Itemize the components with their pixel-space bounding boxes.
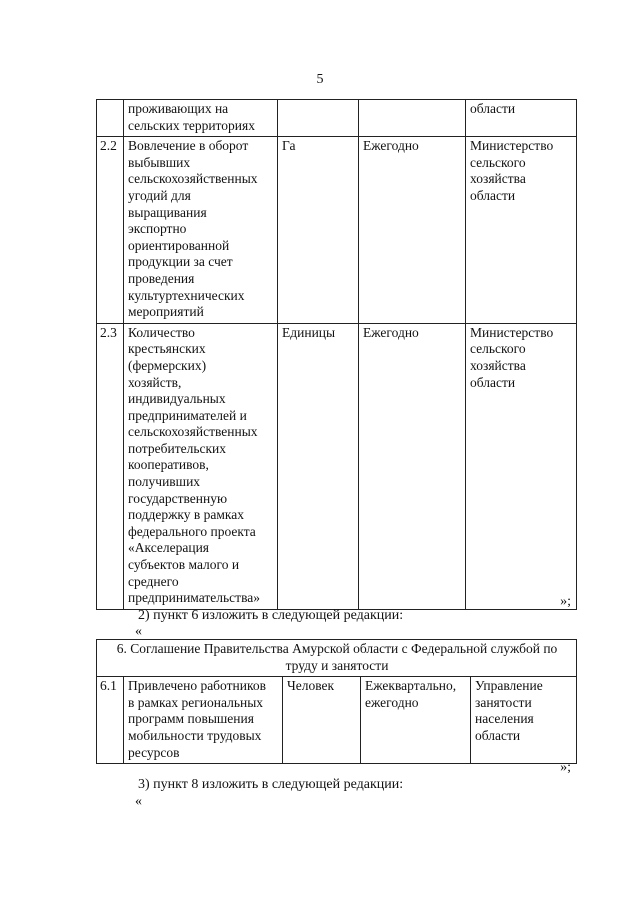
opening-quote: « xyxy=(135,794,142,809)
unit-cell: Га xyxy=(278,137,359,324)
table-row xyxy=(97,323,577,609)
indicator-name: Привлечено работников в рамках региональных программ повышения мобильности трудовых ресурсов xyxy=(124,677,283,764)
amendment-paragraph: 3) пункт 8 изложить в следующей редакции: xyxy=(138,777,404,792)
responsible-cell: области xyxy=(466,100,577,137)
period-cell xyxy=(359,100,466,137)
unit-cell: Человек xyxy=(283,677,361,764)
section-title-row xyxy=(97,640,577,677)
indicator-name: проживающих на сельских территориях xyxy=(124,100,278,137)
table-row xyxy=(97,677,577,764)
row-number: 6.1 xyxy=(97,677,124,764)
unit-cell xyxy=(278,100,359,137)
closing-quote: »; xyxy=(560,594,571,609)
period-cell: Ежегодно xyxy=(359,137,466,324)
indicator-name: Количество крестьянских (фермерских) хозяйств, индивидуальных предпринимателей и сельскохозяйственных потребительских кооперативов, получивших государственную поддержку в рамках федерального проекта «Акселерация субъектов малого и среднего предпринимательства» xyxy=(124,323,278,609)
responsible-cell: Управление занятости населения области xyxy=(471,677,577,764)
unit-cell: Единицы xyxy=(278,323,359,609)
period-cell: Ежеквартально, ежегодно xyxy=(361,677,471,764)
table-row xyxy=(97,137,577,324)
closing-quote: »; xyxy=(560,760,571,775)
indicator-name: Вовлечение в оборот выбывших сельскохозяйственных угодий для выращивания экспортно ориентированной продукции за счет проведения культуртехнических мероприятий xyxy=(124,137,278,324)
responsible-cell: Министерство сельского хозяйства области xyxy=(466,137,577,324)
section-6-table xyxy=(96,639,577,764)
period-cell: Ежегодно xyxy=(359,323,466,609)
responsible-cell: Министерство сельского хозяйства области xyxy=(466,323,577,609)
opening-quote: « xyxy=(135,624,142,639)
amendment-paragraph: 2) пункт 6 изложить в следующей редакции: xyxy=(138,608,404,623)
row-number: 2.2 xyxy=(97,137,124,324)
section-title: 6. Соглашение Правительства Амурской области с Федеральной службой по труду и занятости xyxy=(97,640,577,677)
page-number: 5 xyxy=(316,72,324,87)
indicators-table-continued xyxy=(96,99,577,610)
row-number: 2.3 xyxy=(97,323,124,609)
row-number xyxy=(97,100,124,137)
table-row xyxy=(97,100,577,137)
